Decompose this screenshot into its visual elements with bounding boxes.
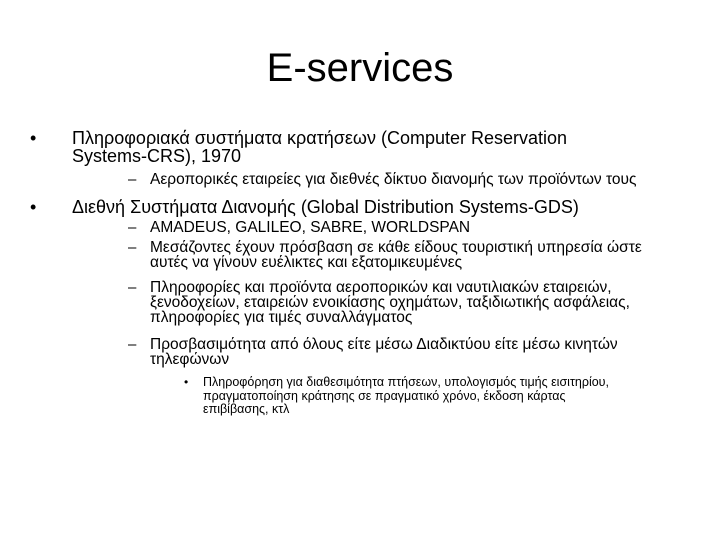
subsubitem-text-line: επιβίβασης, κτλ xyxy=(203,402,290,416)
bullet-text-line: Πληροφοριακά συστήματα κρατήσεων (Computer Reservation xyxy=(72,128,568,148)
subitem-text-line: αυτές να γίνουν ευέλικτες και εξατομικευμένες xyxy=(150,254,463,271)
subsubitem-text-line: πραγματοποίηση κράτησης σε πραγματικό χρόνο, έκδοση κάρτας xyxy=(203,388,566,403)
subitem-information-products xyxy=(150,280,680,325)
bullet-text-line: Διεθνή Συστήματα Διανομής (Global Distribution Systems-GDS) xyxy=(72,197,579,217)
sub-bullet-icon: • xyxy=(184,375,189,389)
subitem-accessibility xyxy=(150,337,680,367)
subitem-text-line: τηλεφώνων xyxy=(150,351,230,368)
dash-icon: – xyxy=(128,239,137,256)
bullet-icon: • xyxy=(30,197,37,217)
subitem-text-line: Μεσάζοντες έχουν πρόσβαση σε κάθε είδους τουριστική υπηρεσία ώστε xyxy=(150,239,642,256)
bullet-text-crs xyxy=(72,129,672,165)
subitem-text-line: AMADEUS, GALILEO, SABRE, WORLDSPAN xyxy=(150,219,471,236)
subitem-airlines xyxy=(150,172,680,187)
slide-title: E-services xyxy=(266,46,454,90)
dash-icon: – xyxy=(128,336,137,353)
subitem-text-line: πληροφορίες για τιμές συναλλάγματος xyxy=(150,309,413,326)
dash-icon: – xyxy=(128,171,137,188)
bullet-icon: • xyxy=(30,128,37,148)
subitem-text-line: ξενοδοχείων, εταιρειών ενοικίασης οχημάτων, ταξιδιωτικής ασφάλειας, xyxy=(150,294,630,311)
subitem-intermediaries xyxy=(150,240,680,270)
subsubitem-text-line: Πληροφόρηση για διαθεσιμότητα πτήσεων, υπολογισμός τιμής εισιτηρίου, xyxy=(203,375,609,389)
subitem-text-line: Πληροφορίες και προϊόντα αεροπορικών και ναυτιλιακών εταιρειών, xyxy=(150,279,612,296)
subitem-text-line: Αεροπορικές εταιρείες για διεθνές δίκτυο διανομής των προϊόντων τους xyxy=(150,171,637,188)
bullet-text-line: Systems-CRS), 1970 xyxy=(72,146,242,166)
subitem-text-line: Προσβασιμότητα από όλους είτε μέσω Διαδικτύου είτε μέσω κινητών xyxy=(150,336,618,353)
dash-icon: – xyxy=(128,219,137,236)
bullet-text-gds xyxy=(72,198,672,216)
subitem-gds-names xyxy=(150,220,680,235)
subsubitem-services xyxy=(203,376,673,417)
dash-icon: – xyxy=(128,279,137,296)
